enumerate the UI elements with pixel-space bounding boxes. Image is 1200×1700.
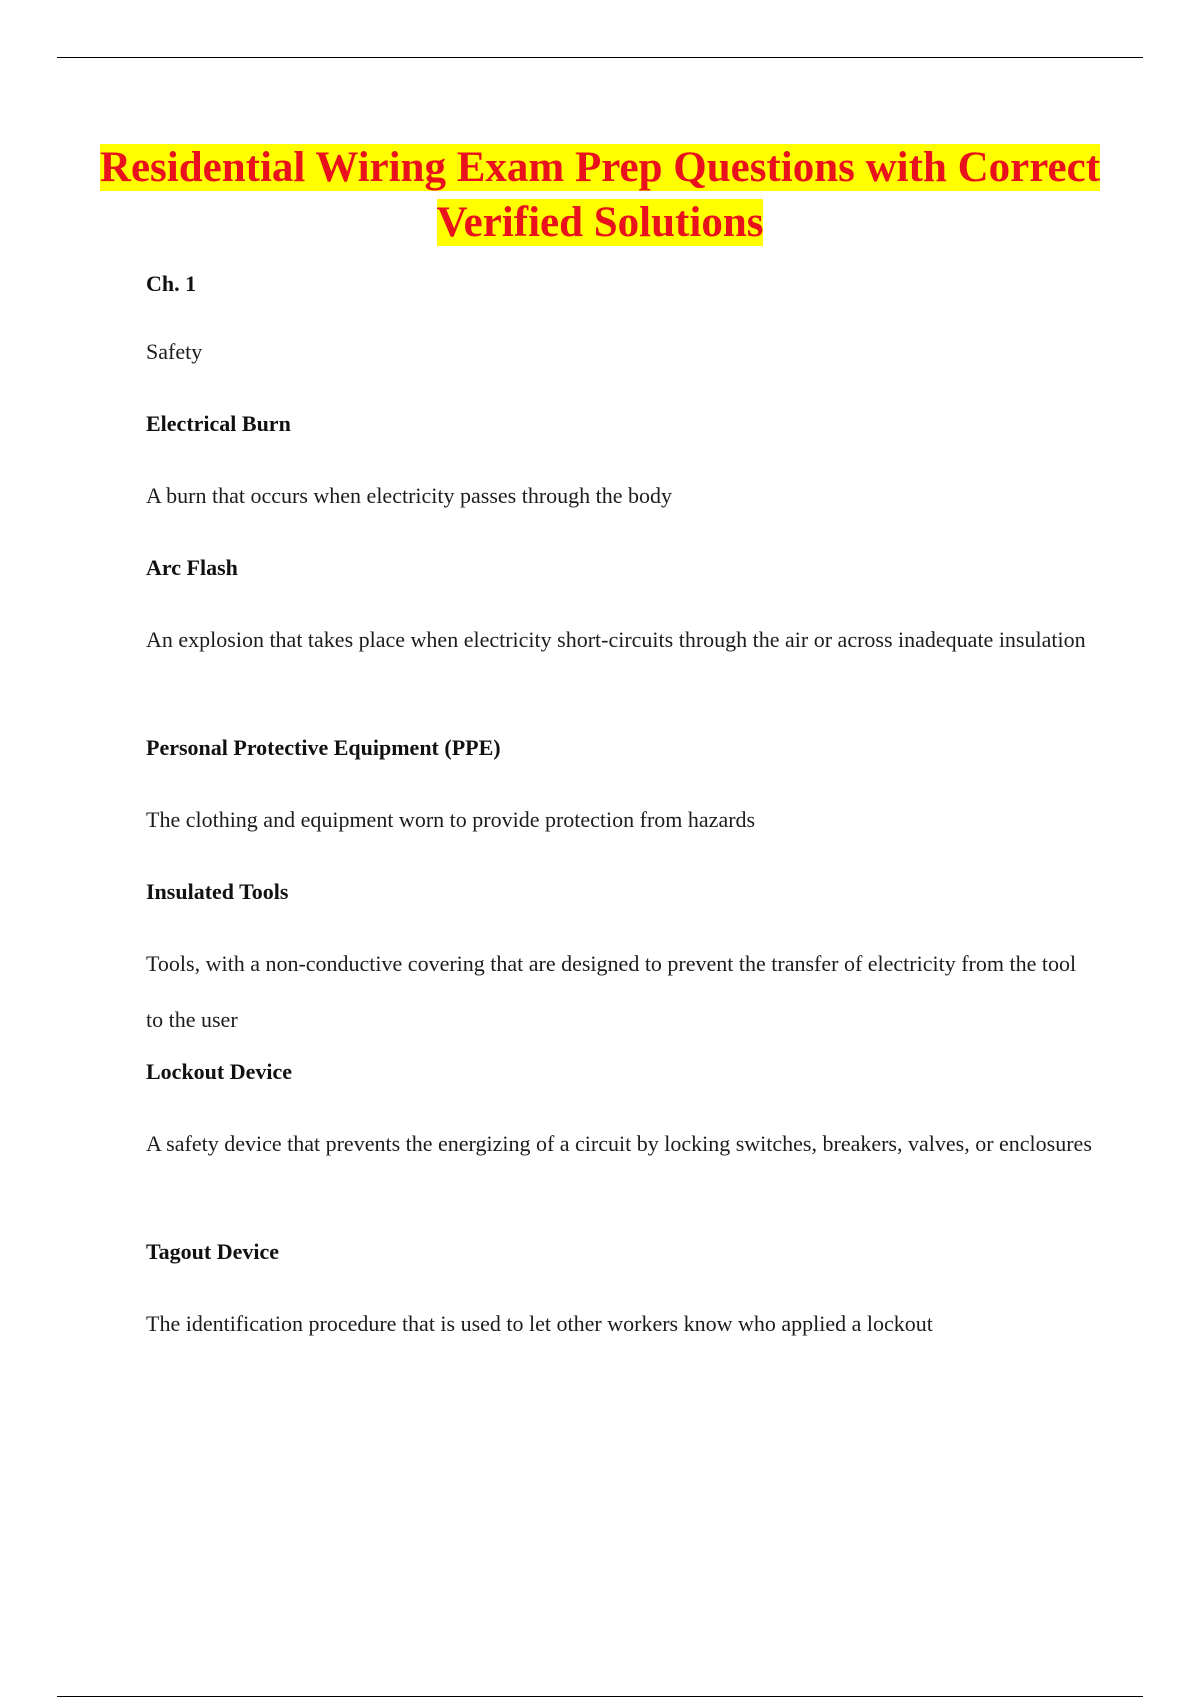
term-heading: Personal Protective Equipment (PPE) <box>146 735 501 760</box>
document-body <box>146 268 1096 1384</box>
term-heading: Tagout Device <box>146 1239 280 1264</box>
term-definition: The identification procedure that is used to let other workers know who applied a lockout <box>146 1311 933 1336</box>
term-definition: A burn that occurs when electricity passes through the body <box>146 483 673 508</box>
term-definition: A safety device that prevents the energizing of a circuit by locking switches, breakers, valves, or enclosures <box>146 1131 1092 1156</box>
document-title <box>80 140 1120 250</box>
term-definition: An explosion that takes place when electricity short-circuits through the air or across inadequate insulation <box>146 627 1086 652</box>
term-definition: Tools, with a non-conductive covering that are designed to prevent the transfer of electricity from the tool to the user <box>146 951 1077 1032</box>
term-heading: Insulated Tools <box>146 879 289 904</box>
chapter-heading: Ch. 1 <box>146 271 197 296</box>
header-rule <box>57 57 1143 58</box>
term-heading: Electrical Burn <box>146 411 291 436</box>
topic-text: Safety <box>146 339 203 364</box>
term-heading: Arc Flash <box>146 555 238 580</box>
document-title-text: Residential Wiring Exam Prep Questions with Correct Verified Solutions <box>99 144 1101 246</box>
footer-rule <box>57 1696 1143 1697</box>
term-definition: The clothing and equipment worn to provide protection from hazards <box>146 807 756 832</box>
term-heading: Lockout Device <box>146 1059 293 1084</box>
